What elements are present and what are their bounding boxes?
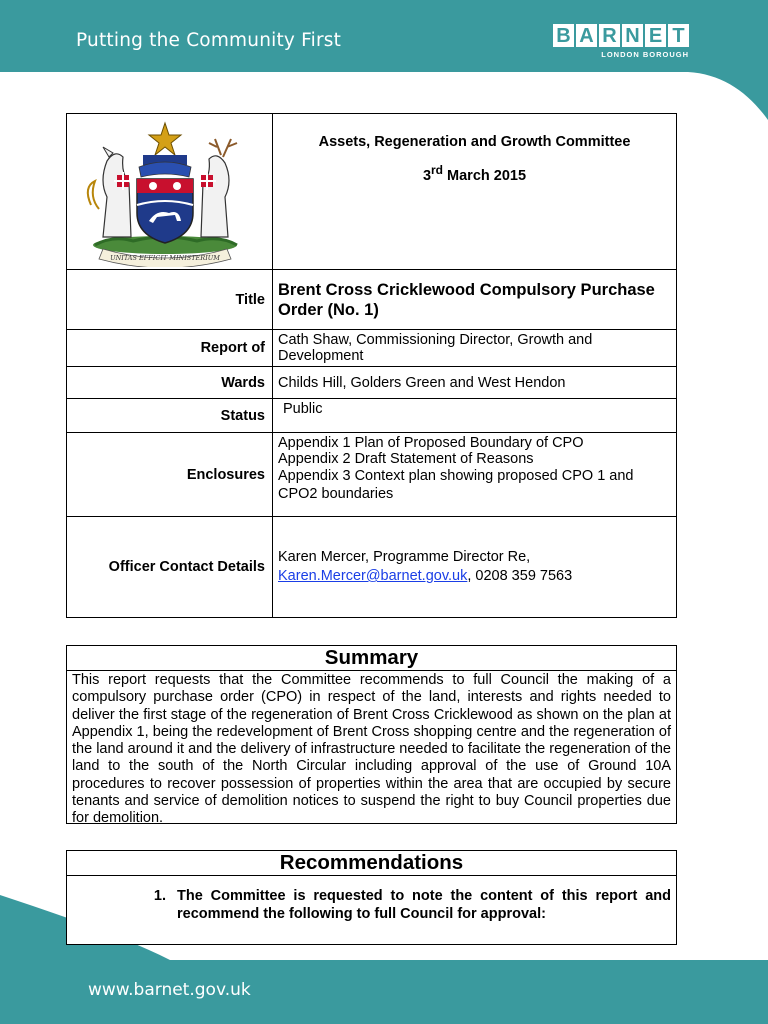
recommendations-box (66, 850, 677, 945)
header-tagline: Putting the Community First (76, 30, 342, 51)
logo-letter: T (668, 24, 689, 47)
officer-name: Karen Mercer, Programme Director Re, (278, 549, 531, 565)
title-label: Title (67, 270, 273, 330)
recommendations-heading: Recommendations (67, 851, 676, 876)
status-value: Public (273, 399, 677, 433)
wards-value: Childs Hill, Golders Green and West Hendon (273, 367, 677, 399)
logo-subtitle: LONDON BOROUGH (601, 50, 689, 59)
report-of-label: Report of (67, 330, 273, 367)
enclosure-item: Appendix 3 Context plan showing proposed CPO 1 and CPO2 boundaries (278, 468, 634, 502)
logo-letter: B (553, 24, 574, 47)
logo-letter: N (622, 24, 643, 47)
recommendation-text: The Committee is requested to note the content of this report and recommend the following to full Council for approval: (177, 888, 671, 922)
recommendation-item (67, 876, 676, 935)
crest-motto: UNITAS EFFICIT MINISTERIUM (110, 254, 220, 262)
officer-contact-label: Officer Contact Details (67, 517, 273, 618)
logo-letter: R (599, 24, 620, 47)
enclosure-item: Appendix 1 Plan of Proposed Boundary of CPO (278, 435, 584, 451)
committee-name: Assets, Regeneration and Growth Committee (318, 134, 631, 150)
report-info-table (66, 113, 677, 618)
barnet-logo[interactable] (553, 24, 691, 60)
report-of-value: Cath Shaw, Commissioning Director, Growth and Development (273, 330, 677, 367)
summary-text: This report requests that the Committee recommends to full Council the making of a compulsory purchase order (CPO) in respect of the land, interests and rights needed to deliver the first stage of the regeneration of Brent Cross Cricklewood as shown on the plan at Appendix 1, being the redevelopment of Brent Cross shopping centre and the regeneration of the land around it and the delivery of infrastructure needed to facilitate the regeneration of the land to the south of the North Circular including approval of the use of Ground 10A procedures to recover possession of properties within the area that are occupied by secure tenants and service of demolition notices to suspend the right to buy Council properties due for demolition. (72, 672, 671, 827)
logo-letter: E (645, 24, 666, 47)
enclosures-label: Enclosures (67, 433, 273, 517)
recommendation-number: 1. (153, 888, 166, 904)
logo-letter: A (576, 24, 597, 47)
coat-of-arms-icon (73, 117, 258, 267)
summary-box (66, 645, 677, 827)
status-label: Status (67, 399, 273, 433)
enclosure-item: Appendix 2 Draft Statement of Reasons (278, 451, 534, 467)
summary-heading: Summary (67, 646, 676, 671)
title-value: Brent Cross Cricklewood Compulsory Purchase Order (No. 1) (273, 270, 677, 330)
enclosures-value (273, 433, 677, 517)
officer-phone: , 0208 359 7563 (467, 568, 573, 584)
footer-url-link[interactable]: www.barnet.gov.uk (88, 980, 251, 1000)
officer-email-link[interactable]: Karen.Mercer@barnet.gov.uk (278, 568, 468, 584)
crest-cell (67, 114, 273, 270)
wards-label: Wards (67, 367, 273, 399)
officer-contact-value (273, 517, 677, 618)
committee-header-cell (273, 114, 677, 270)
committee-date: 3rd March 2015 (422, 163, 527, 184)
